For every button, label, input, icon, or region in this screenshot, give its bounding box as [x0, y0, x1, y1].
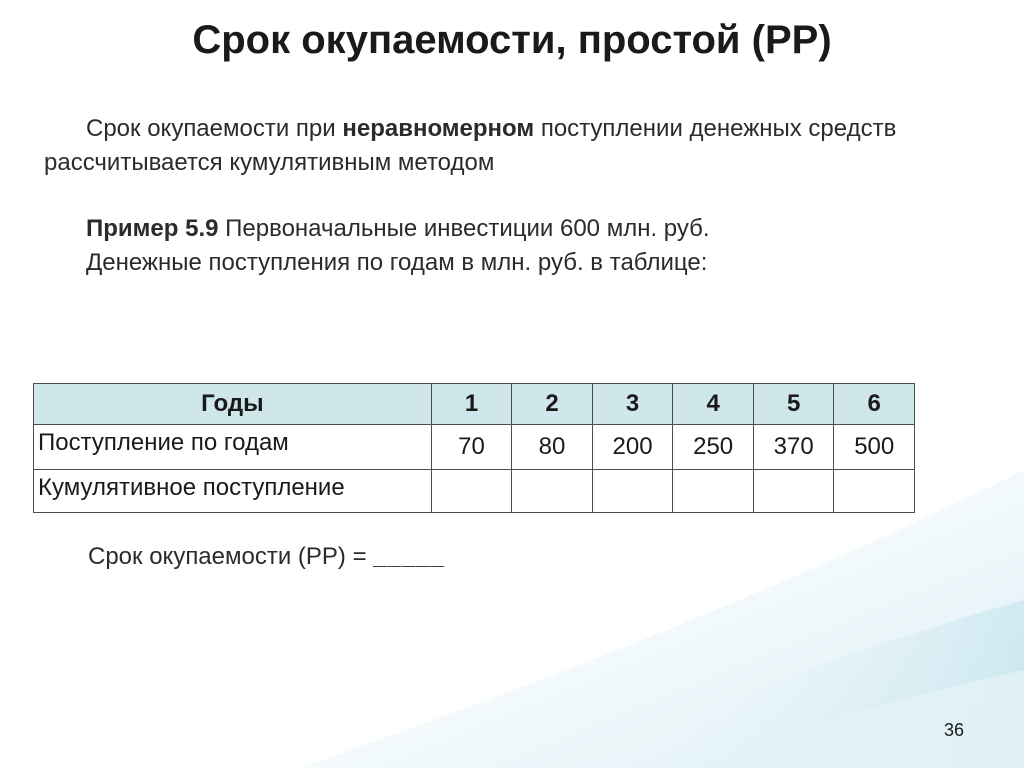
payback-formula [88, 543, 445, 571]
example-line-2: Денежные поступления по годам в млн. руб. в таблице: [86, 249, 708, 276]
header-year-6: 6 [834, 384, 915, 425]
payback-formula-label: Срок окупаемости (PP) = [88, 543, 374, 570]
example-label: Пример 5.9 [86, 215, 219, 242]
header-year-3: 3 [592, 384, 673, 425]
intro-paragraph [44, 112, 964, 180]
intro-emphasis: неравномерном [342, 115, 535, 142]
table-cell: 200 [592, 425, 673, 470]
row-label-cumulative-inflow: Кумулятивное поступление [34, 470, 432, 513]
table-cell-empty [834, 470, 915, 513]
table-cell: 370 [753, 425, 834, 470]
example-block [86, 212, 966, 280]
header-year-4: 4 [673, 384, 754, 425]
table-header-row [34, 384, 915, 425]
cash-flow-table [33, 383, 915, 513]
example-investment-text: Первоначальные инвестиции 600 млн. руб. [218, 215, 710, 242]
table-cell: 500 [834, 425, 915, 470]
table-cell: 80 [512, 425, 593, 470]
table-cell-empty [673, 470, 754, 513]
table-row [34, 470, 915, 513]
row-label-annual-inflow: Поступление по годам [34, 425, 432, 470]
slide-title: Срок окупаемости, простой (PP) [192, 18, 832, 62]
intro-text-after: поступлении денежных средств рассчитывается кумулятивным методом [44, 115, 897, 176]
page-number: 36 [943, 720, 964, 740]
header-years-label: Годы [34, 384, 432, 425]
header-year-5: 5 [753, 384, 834, 425]
payback-answer-blank: _____ [373, 543, 446, 570]
table-cell-empty [512, 470, 593, 513]
header-year-2: 2 [512, 384, 593, 425]
header-year-1: 1 [431, 384, 512, 425]
intro-text-before: Срок окупаемости при [86, 115, 343, 142]
table-cell: 70 [431, 425, 512, 470]
table-cell-empty [592, 470, 673, 513]
table-cell-empty [431, 470, 512, 513]
table-cell-empty [753, 470, 834, 513]
table-cell: 250 [673, 425, 754, 470]
example-line-1 [86, 212, 966, 246]
table-row [34, 425, 915, 470]
